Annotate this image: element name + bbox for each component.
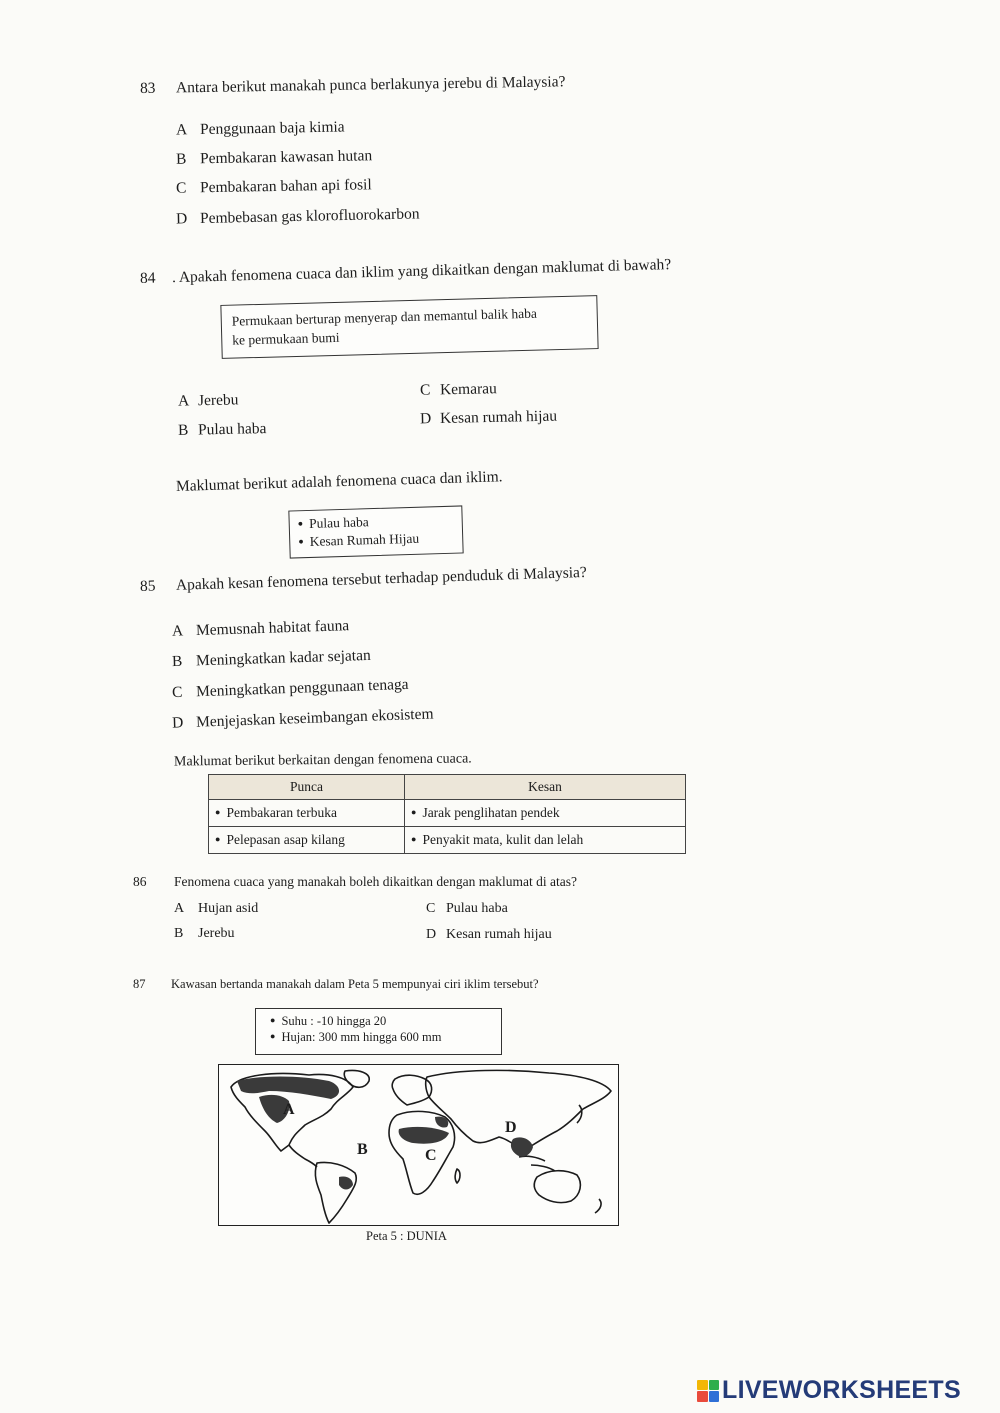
- option-letter: C: [419, 381, 431, 399]
- info-item: ● Hujan: 300 mm hingga 600 mm: [270, 1030, 442, 1045]
- map-label-b: B: [357, 1141, 368, 1158]
- option-text: Kesan rumah hijau: [446, 927, 552, 942]
- table-header-punca: Punca: [209, 775, 405, 800]
- australia-outline: [534, 1171, 580, 1203]
- mark-square-blue: [709, 1391, 720, 1402]
- table-header-row: [209, 775, 686, 800]
- option-text: Penggunaan baja kimia: [199, 118, 345, 139]
- option-letter: C: [175, 179, 187, 197]
- q85-option-a[interactable]: [172, 617, 350, 641]
- table-cell: ● Jarak penglihatan pendek: [405, 800, 686, 827]
- option-letter: A: [175, 121, 188, 139]
- world-map: [218, 1064, 619, 1226]
- option-letter: A: [177, 392, 190, 410]
- greenland-outline: [344, 1070, 369, 1087]
- map-label-d: D: [505, 1119, 517, 1136]
- shaded-region-north: [237, 1077, 339, 1100]
- option-text: Meningkatkan penggunaan tenaga: [195, 675, 409, 701]
- option-text: Pulau haba: [197, 420, 267, 439]
- info-line: ke permukaan bumi: [232, 329, 340, 348]
- q84-option-b[interactable]: [178, 420, 267, 440]
- q87-info-box: [255, 1008, 502, 1055]
- q83-option-d[interactable]: [176, 205, 420, 228]
- option-text: Kesan rumah hijau: [439, 407, 558, 428]
- question-text: . Apakah fenomena cuaca dan iklim yang dikaitkan dengan maklumat di bawah?: [171, 256, 672, 287]
- question-text: Fenomena cuaca yang manakah boleh dikaitkan dengan maklumat di atas?: [174, 874, 577, 889]
- q86-option-a[interactable]: [174, 901, 258, 917]
- question-84: [140, 256, 672, 288]
- question-number: 84: [139, 269, 156, 287]
- table-row: [209, 800, 686, 827]
- q84-info-box: [220, 295, 598, 359]
- q86-intro: Maklumat berikut berkaitan dengan fenomena cuaca.: [173, 751, 472, 770]
- q86-info-table: [208, 774, 686, 854]
- question-text: Antara berikut manakah punca berlakunya jerebu di Malaysia?: [175, 73, 566, 97]
- option-text: Meningkatkan kadar sejatan: [195, 646, 371, 670]
- south-america-outline: [315, 1162, 356, 1223]
- question-text: Apakah kesan fenomena tersebut terhadap penduduk di Malaysia?: [175, 563, 588, 594]
- q83-option-c[interactable]: [176, 176, 372, 197]
- question-number: 83: [139, 79, 156, 97]
- shaded-region-d: [511, 1137, 533, 1156]
- option-text: Pulau haba: [446, 901, 508, 916]
- q85-option-c[interactable]: [172, 676, 409, 702]
- table-header-kesan: Kesan: [405, 775, 686, 800]
- q86-option-b[interactable]: [174, 926, 235, 942]
- table-cell: ● Penyakit mata, kulit dan lelah: [405, 827, 686, 854]
- map-label-a: A: [283, 1101, 295, 1118]
- info-item: ● Kesan Rumah Hijau: [298, 531, 419, 551]
- q86-option-c[interactable]: [426, 901, 508, 917]
- option-letter: C: [426, 901, 436, 916]
- option-letter: D: [426, 927, 437, 942]
- table-cell: ● Pembakaran terbuka: [209, 800, 405, 827]
- option-letter: B: [175, 150, 187, 168]
- option-text: Pembebasan gas klorofluorokarbon: [199, 205, 420, 228]
- question-number: 85: [139, 577, 156, 595]
- q86-option-d[interactable]: [426, 927, 552, 943]
- option-text: Jerebu: [198, 926, 235, 941]
- q84-option-a[interactable]: [178, 391, 239, 410]
- question-83: [140, 73, 566, 98]
- liveworksheets-wordmark: LIVEWORKSHEETS: [722, 1376, 961, 1404]
- question-number: 86: [133, 874, 147, 889]
- q84-option-d[interactable]: [420, 408, 557, 429]
- madagascar-outline: [455, 1169, 460, 1183]
- option-text: Pembakaran bahan api fosil: [199, 176, 372, 197]
- q85-option-b[interactable]: [172, 647, 371, 671]
- option-letter: D: [419, 410, 432, 428]
- new-zealand-outline: [595, 1199, 601, 1213]
- option-letter: A: [171, 622, 184, 640]
- info-line: Permukaan berturap menyerap dan memantul balik haba: [231, 305, 538, 329]
- question-number: 87: [133, 977, 146, 991]
- mark-square-green: [709, 1380, 720, 1391]
- option-letter: B: [177, 421, 189, 439]
- q85-option-d[interactable]: [172, 705, 434, 732]
- option-text: Pembakaran kawasan hutan: [199, 147, 373, 168]
- mark-square-red: [697, 1391, 708, 1402]
- option-letter: B: [174, 926, 184, 941]
- central-america-outline: [289, 1145, 317, 1167]
- se-asia-islands-outline: [519, 1156, 555, 1171]
- shaded-region-b: [339, 1176, 353, 1189]
- mark-square-yellow: [697, 1380, 708, 1391]
- liveworksheets-logo: [697, 1376, 961, 1405]
- world-map-svg: [219, 1065, 618, 1225]
- liveworksheets-mark-icon: [697, 1380, 719, 1402]
- q85-info-box: [288, 505, 463, 558]
- option-text: Memusnah habitat fauna: [195, 617, 350, 640]
- question-85: [140, 564, 587, 596]
- q83-option-a[interactable]: [176, 119, 345, 140]
- option-letter: A: [174, 901, 185, 916]
- option-text: Menjejaskan keseimbangan ekosistem: [195, 705, 434, 731]
- question-86: [133, 874, 577, 890]
- table-cell: ● Pelepasan asap kilang: [209, 827, 405, 854]
- question-text: Kawasan bertanda manakah dalam Peta 5 mempunyai ciri iklim tersebut?: [171, 977, 539, 991]
- info-item: ● Suhu : -10 hingga 20: [270, 1014, 386, 1029]
- q83-option-b[interactable]: [176, 147, 372, 168]
- map-caption: Peta 5 : DUNIA: [366, 1229, 447, 1243]
- option-text: Kemarau: [439, 380, 497, 399]
- table-row: [209, 827, 686, 854]
- option-letter: B: [171, 652, 183, 671]
- question-87: [133, 977, 539, 992]
- info-item: ● Pulau haba: [298, 514, 370, 532]
- map-label-c: C: [425, 1147, 437, 1164]
- option-text: Jerebu: [197, 391, 239, 410]
- option-letter: C: [171, 683, 183, 702]
- q85-intro: Maklumat berikut adalah fenomena cuaca dan iklim.: [175, 468, 503, 495]
- option-text: Hujan asid: [198, 901, 259, 916]
- option-letter: D: [171, 714, 184, 732]
- q84-option-c[interactable]: [420, 380, 497, 400]
- shaded-region-c: [399, 1127, 449, 1144]
- option-letter: D: [175, 210, 188, 228]
